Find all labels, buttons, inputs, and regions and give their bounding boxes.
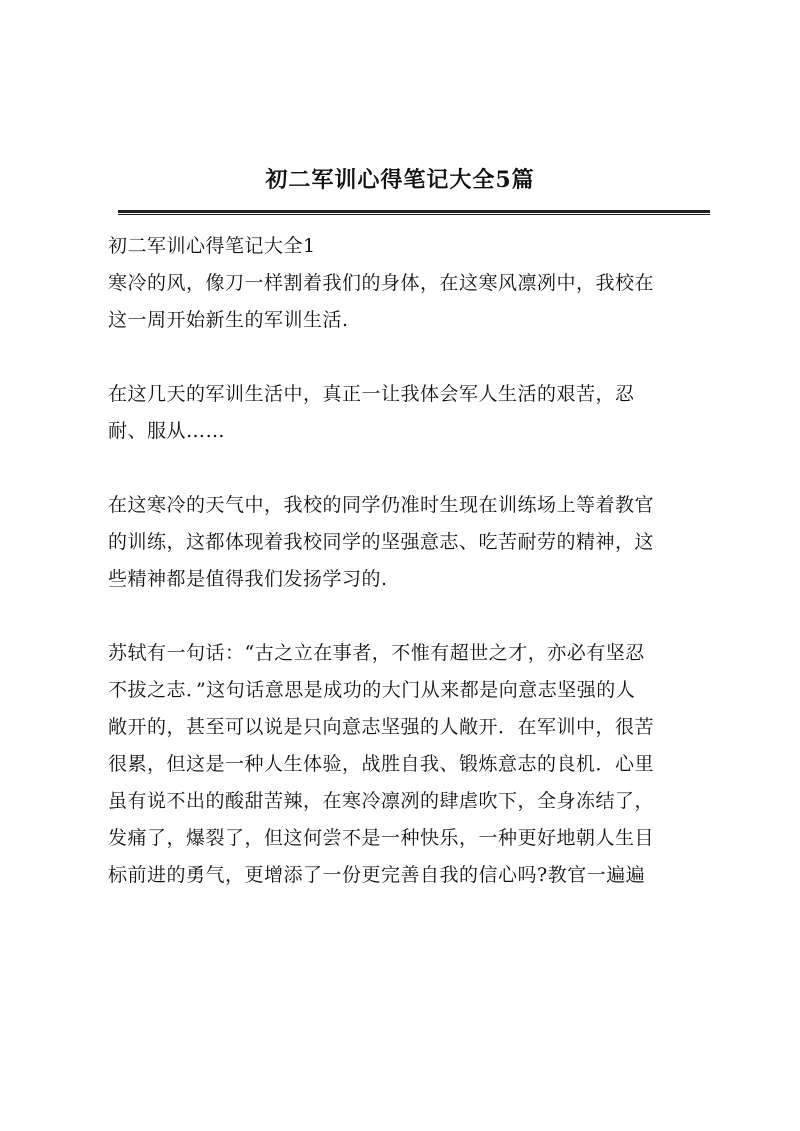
paragraph-line: 发痛了，爆裂了，但这何尝不是一种快乐，一种更好地朝人生目 — [108, 827, 655, 849]
paragraph-line: 些精神都是值得我们发扬学习的. — [108, 568, 388, 590]
document-body — [108, 228, 712, 894]
section-heading: 初二军训心得笔记大全1 — [108, 235, 316, 257]
paragraph-3 — [108, 487, 712, 598]
paragraph-4 — [108, 635, 712, 894]
paragraph-gap — [108, 598, 712, 635]
paragraph-line: 这一周开始新生的军训生活. — [108, 309, 349, 331]
paragraph-line: 耐、服从…… — [108, 420, 226, 442]
paragraph-line: 标前进的勇气，更增添了一份更完善自我的信心吗?教官一遍遍 — [108, 864, 646, 886]
title-divider — [118, 210, 710, 215]
paragraph-line: 寒冷的风，像刀一样割着我们的身体，在这寒风凛冽中，我校在 — [108, 272, 655, 294]
paragraph-line: 在这寒冷的天气中，我校的同学仍准时生现在训练场上等着教官 — [108, 494, 655, 516]
paragraph-line: 敞开的，甚至可以说是只向意志坚强的人敞开．在军训中，很苦 — [108, 716, 655, 738]
paragraph-2 — [108, 376, 712, 450]
paragraph-gap — [108, 450, 712, 487]
paragraph-line: 很累，但这是一种人生体验，战胜自我、锻炼意志的良机．心里 — [108, 753, 655, 775]
document-title: 初二军训心得笔记大全5篇 — [265, 167, 535, 193]
paragraph-gap — [108, 339, 712, 376]
paragraph-line: 虽有说不出的酸甜苦辣，在寒冷凛冽的肆虐吹下，全身冻结了， — [108, 790, 655, 812]
paragraph-line: 的训练，这都体现着我校同学的坚强意志、吃苦耐劳的精神，这 — [108, 531, 655, 553]
paragraph-line: 不拔之志．”这句话意思是成功的大门从来都是向意志坚强的人 — [108, 679, 636, 701]
paragraph-1 — [108, 265, 712, 339]
paragraph-line: 苏轼有一句话：“古之立在事者，不惟有超世之才，亦必有坚忍 — [108, 642, 645, 664]
paragraph-line: 在这几天的军训生活中，真正一让我体会军人生活的艰苦，忍 — [108, 383, 635, 405]
